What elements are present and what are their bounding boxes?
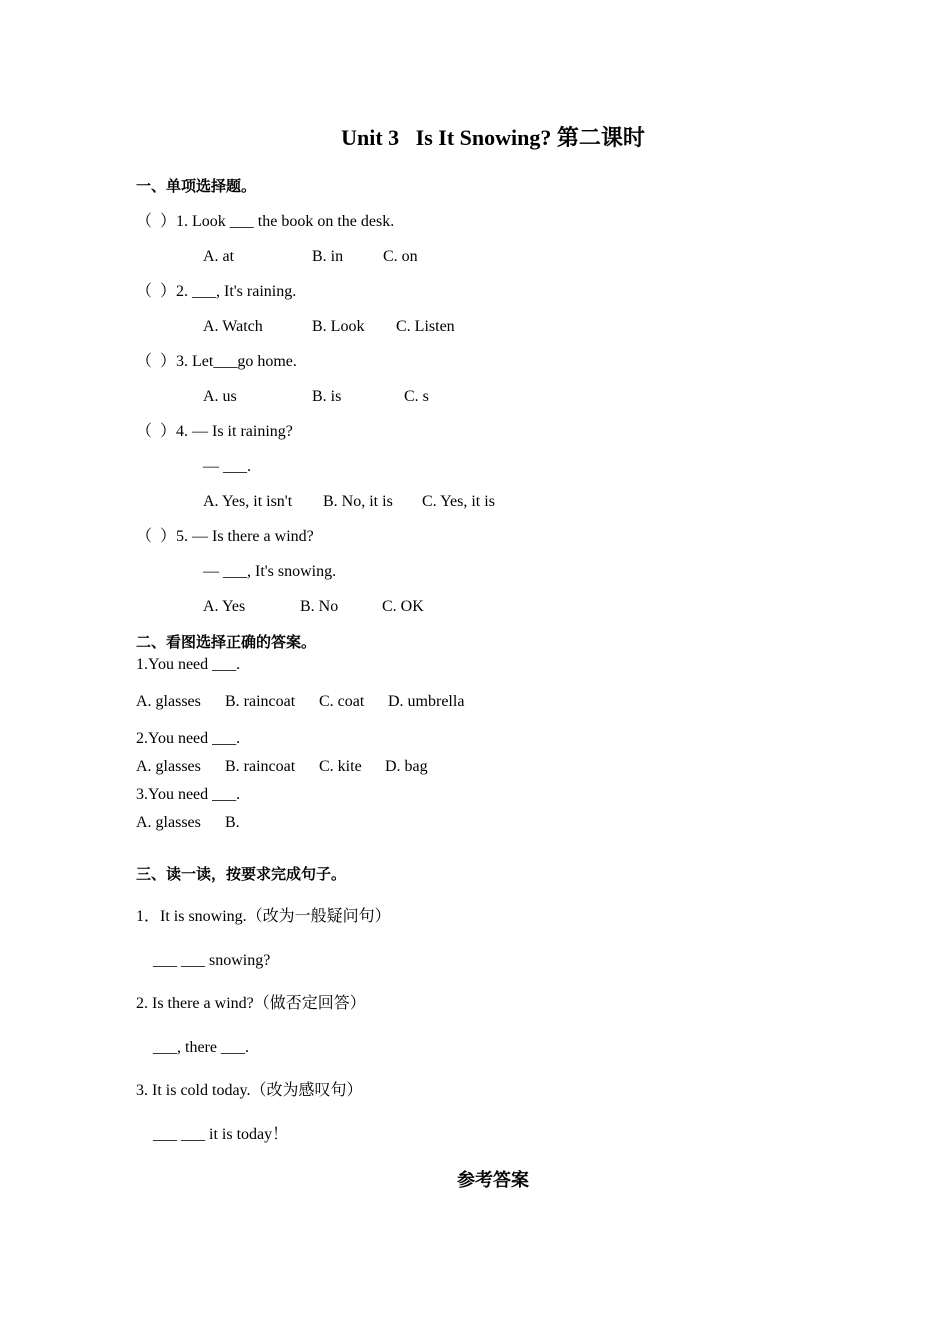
question-1-option-b: B. in	[312, 248, 344, 265]
answer-key-title: 参考答案	[457, 1170, 529, 1191]
section-1-heading: 一、单项选择题。	[136, 177, 257, 195]
question-1-option-a: A. at	[203, 248, 235, 265]
rewrite-item-1-prompt: 1．It is snowing.（改为一般疑问句）	[136, 908, 391, 925]
picture-question-3-stem: 3.You need ___.	[136, 786, 241, 803]
question-2-option-a: A. Watch	[203, 318, 263, 335]
rewrite-item-3-prompt: 3. It is cold today.（改为感叹句）	[136, 1082, 363, 1099]
question-2-option-b: B. Look	[312, 318, 365, 335]
picture-question-1-option-a: A. glasses	[136, 693, 201, 710]
question-5-option-b: B. No	[300, 598, 339, 615]
picture-question-1-option-b: B. raincoat	[225, 693, 296, 710]
question-5-option-a: A. Yes	[203, 598, 246, 615]
question-5-option-c: C. OK	[382, 598, 424, 615]
question-4-response: — ___.	[203, 458, 251, 475]
picture-question-3-option-a: A. glasses	[136, 814, 201, 831]
picture-question-2-stem: 2.You need ___.	[136, 730, 241, 747]
picture-question-1-option-c: C. coat	[319, 693, 365, 710]
question-4-stem: （ ）4. — Is it raining?	[136, 423, 293, 440]
picture-question-3-option-b: B.	[225, 814, 240, 831]
rewrite-item-2-prompt: 2. Is there a wind?（做否定回答）	[136, 995, 366, 1012]
question-5-stem: （ ）5. — Is there a wind?	[136, 528, 314, 545]
question-3-stem: （ ）3. Let___go home.	[136, 353, 297, 370]
page-title: Unit 3 Is It Snowing? 第二课时	[341, 125, 645, 150]
question-1-stem: （ ）1. Look ___ the book on the desk.	[136, 213, 395, 230]
picture-question-2-option-b: B. raincoat	[225, 758, 296, 775]
rewrite-item-1-answer: ___ ___ snowing?	[153, 952, 271, 969]
question-4-option-c: C. Yes, it is	[422, 493, 495, 510]
question-4-option-a: A. Yes, it isn't	[203, 493, 293, 510]
question-3-option-a: A. us	[203, 388, 237, 405]
picture-question-2-option-d: D. bag	[385, 758, 428, 775]
question-2-option-c: C. Listen	[396, 318, 455, 335]
picture-question-2-option-a: A. glasses	[136, 758, 201, 775]
question-2-stem: （ ）2. ___, It's raining.	[136, 283, 297, 300]
question-4-option-b: B. No, it is	[323, 493, 393, 510]
picture-question-2-option-c: C. kite	[319, 758, 362, 775]
question-1-option-c: C. on	[383, 248, 418, 265]
rewrite-item-2-answer: ___, there ___.	[153, 1039, 249, 1056]
question-3-option-c: C. s	[404, 388, 429, 405]
question-3-option-b: B. is	[312, 388, 342, 405]
picture-question-1-option-d: D. umbrella	[388, 693, 465, 710]
question-5-response: — ___, It's snowing.	[203, 563, 337, 580]
rewrite-item-3-answer: ___ ___ it is today！	[153, 1126, 289, 1143]
picture-question-1-stem: 1.You need ___.	[136, 656, 241, 673]
section-3-heading: 三、读一读，按要求完成句子。	[136, 865, 347, 883]
section-2-heading: 二、看图选择正确的答案。	[136, 633, 317, 651]
